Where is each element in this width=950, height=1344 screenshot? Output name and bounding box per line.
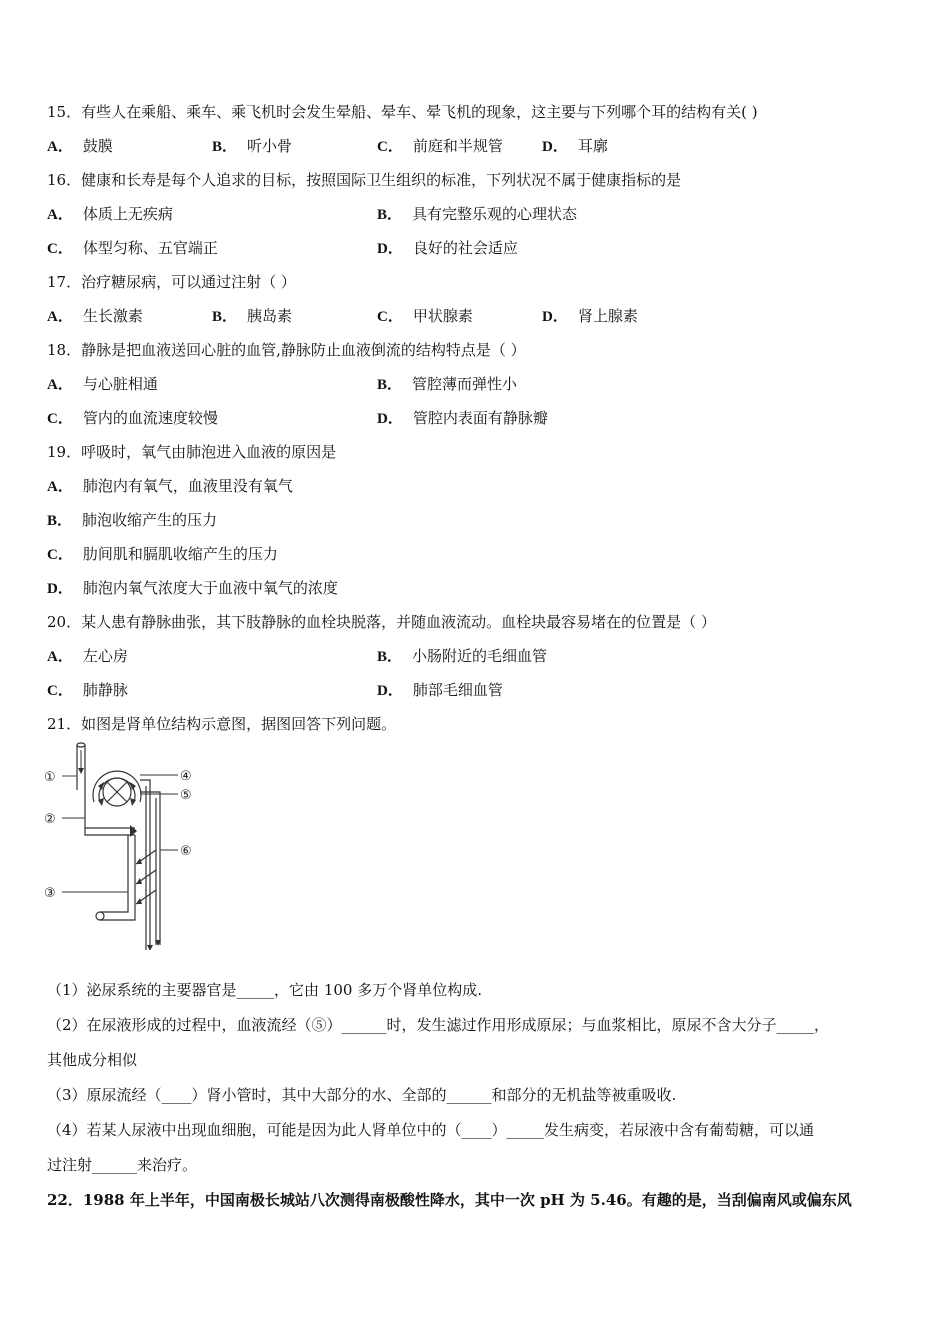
q17-option-b: B． 胰岛素 xyxy=(212,307,293,325)
q19-option-d: D． 肺泡内氧气浓度大于血液中氧气的浓度 xyxy=(47,579,338,597)
q18-option-d: D． 管腔内表面有静脉瓣 xyxy=(377,409,548,427)
q21-sub4-line2: 过注射______来治疗。 xyxy=(47,1156,198,1174)
q16-option-b: B． 具有完整乐观的心理状态 xyxy=(377,205,578,223)
q20-option-c: C． 肺静脉 xyxy=(47,681,128,699)
q19-option-b: B． 肺泡收缩产生的压力 xyxy=(47,511,218,529)
q21-sub4-line1: （4）若某人尿液中出现血细胞，可能是因为此人肾单位中的（____）_____发生病变，若尿液中含有葡萄糖，可以通 xyxy=(47,1121,815,1139)
q15-option-b: B． 听小骨 xyxy=(212,137,293,155)
collecting-duct xyxy=(140,780,150,950)
q15-option-d: D． 耳廓 xyxy=(542,137,608,155)
q17-option-a: A． 生长激素 xyxy=(47,307,143,325)
q19-option-a: A． 肺泡内有氧气，血液里没有氧气 xyxy=(47,477,293,495)
q18-option-c: C． 管内的血流速度较慢 xyxy=(47,409,218,427)
q20-option-d: D． 肺部毛细血管 xyxy=(377,681,503,699)
q16-option-c: C． 体型匀称、五官端正 xyxy=(47,239,218,257)
diagram-label-3: ③ xyxy=(44,886,56,901)
q21-sub1: （1）泌尿系统的主要器官是_____，它由 100 多万个肾单位构成. xyxy=(47,981,482,999)
q16-option-a: A． 体质上无疾病 xyxy=(47,205,173,223)
q17-option-c: C． 甲状腺素 xyxy=(377,307,473,325)
nephron-diagram xyxy=(40,740,210,950)
diagram-label-6: ⑥ xyxy=(180,844,192,859)
q19-stem: 19．呼吸时，氧气由肺泡进入血液的原因是 xyxy=(47,443,337,461)
q21-sub2-line1: （2）在尿液形成的过程中，血液流经（⑤）______时，发生滤过作用形成原尿；与血浆相比，原尿不含大分子_____， xyxy=(47,1016,830,1034)
q15-option-a: A． 鼓膜 xyxy=(47,137,113,155)
q21-sub3: （3）原尿流经（____）肾小管时，其中大部分的水、全部的______和部分的无机盐等被重吸收. xyxy=(47,1086,677,1104)
q20-option-b: B． 小肠附近的毛细血管 xyxy=(377,647,548,665)
q17-stem: 17．治疗糖尿病，可以通过注射（ ） xyxy=(47,273,296,291)
q21-sub2-line2: 其他成分相似 xyxy=(47,1051,138,1069)
q20-option-a: A． 左心房 xyxy=(47,647,128,665)
q17-option-d: D． 肾上腺素 xyxy=(542,307,638,325)
q19-option-c: C． 肋间肌和膈肌收缩产生的压力 xyxy=(47,545,278,563)
q16-stem: 16．健康和长寿是每个人追求的目标，按照国际卫生组织的标准，下列状况不属于健康指标的是 xyxy=(47,171,682,189)
q18-option-b: B． 管腔薄而弹性小 xyxy=(377,375,518,393)
q20-stem: 20．某人患有静脉曲张，其下肢静脉的血栓块脱落，并随血液流动。血栓块最容易堵在的位置是（ ） xyxy=(47,613,716,631)
q18-option-a: A． 与心脏相通 xyxy=(47,375,158,393)
q22-stem: 22．1988 年上半年，中国南极长城站八次测得南极酸性降水，其中一次 pH 为 5.46。有趣的是，当刮偏南风或偏东风 xyxy=(47,1191,852,1209)
q18-stem: 18．静脉是把血液送回心脏的血管,静脉防止血液倒流的结构特点是（ ） xyxy=(47,341,526,359)
q21-stem: 21．如图是肾单位结构示意图，据图回答下列问题。 xyxy=(47,715,397,733)
diagram-label-2: ② xyxy=(44,812,56,827)
diagram-label-1: ① xyxy=(44,770,56,785)
diagram-label-5: ⑤ xyxy=(180,788,192,803)
q15-option-c: C． 前庭和半规管 xyxy=(377,137,503,155)
q16-option-d: D． 良好的社会适应 xyxy=(377,239,518,257)
q15-stem: 15．有些人在乘船、乘车、乘飞机时会发生晕船、晕车、晕飞机的现象，这主要与下列哪个耳的结构有关( ) xyxy=(47,103,758,121)
diagram-label-4: ④ xyxy=(180,769,192,784)
